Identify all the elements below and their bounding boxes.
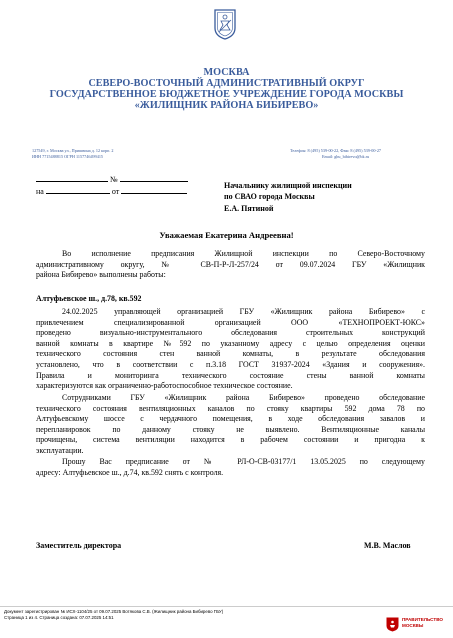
paragraph-line: прочищены, система вентиляции находится в рабочем состоянии и пригодна к	[36, 435, 425, 445]
moscow-government-logo-icon	[386, 617, 399, 632]
paragraph-line: перепланировок по данному стояку не выявлено. Вентиляционные каналы	[36, 424, 425, 434]
registration-number-sign: №	[110, 175, 118, 184]
header-phone-fax: Телефон: 8 (495) 539-00-22, Факс 8 (495) 539-00-27	[290, 148, 382, 153]
paragraph-line: проведено визуально-инструментального обследования строительных конструкций	[36, 328, 425, 338]
registration-reply-number-blank	[46, 185, 110, 194]
header-address: 127549, г. Москва ул., Пришвина д. 12 корп. 2	[32, 148, 114, 153]
paragraph-line: ванной комнаты в квартире №592 по указанному адресу с целью определения оценки	[36, 338, 425, 348]
paragraph-line: технического состояния стен ванной комнаты, в результате обследования	[36, 349, 425, 359]
object-address-text: Алтуфьевское ш., д.78, кв.592	[36, 294, 142, 303]
paragraph-line: адресу: Алтуфьевское ш., д.74, кв.592 снять с контроля.	[36, 467, 224, 477]
paragraph-line: характеризуются как ограниченно-работоспособное техническое состояние.	[36, 381, 293, 391]
paragraph-line: Во исполнение предписания Жилищной инспекции по Северо-Восточному	[62, 249, 425, 258]
signatory-name: М.В. Маслов	[364, 541, 411, 550]
registration-number-blank	[120, 173, 188, 182]
addressee	[224, 180, 352, 214]
footer-registration-line: Документ зарегистрирован № ИСХ-1104/25 от 09.07.2025 Вотякова С.В. (Жилищник района Бибирево ГБУ)	[4, 609, 224, 614]
moscow-government-label	[402, 617, 443, 629]
registration-reply-date-blank	[121, 185, 187, 194]
gov-label-line2: МОСКВЫ	[402, 623, 424, 628]
addressee-name: Е.А. Пятиной	[224, 203, 274, 213]
header-okrug: СЕВЕРО-ВОСТОЧНЫЙ АДМИНИСТРАТИВНЫЙ ОКРУГ	[88, 78, 365, 89]
greeting: Уважаемая Екатерина Андреевна!	[159, 230, 294, 240]
footer-divider	[0, 606, 453, 607]
header-inn-ogrn: ИНН 7715488815 ОГРН 1157746499415	[32, 154, 104, 159]
paragraph-line: Алтуфьевскому шоссе с чердачного помещения, в ходе обследования завалов и	[36, 414, 425, 424]
paragraph-inspection	[36, 307, 425, 392]
registration-reply-line	[36, 185, 187, 197]
header-organization-name: «ЖИЛИЩНИК РАЙОНА БИБИРЕВО»	[134, 100, 319, 111]
paragraph-line: 24.02.2025 управляющей организацией ГБУ «Жилищник района Бибирево» с	[62, 307, 425, 316]
header-city: МОСКВА	[203, 67, 250, 78]
registration-ot-label: от	[111, 187, 120, 196]
paragraph-ventilation	[36, 393, 425, 457]
paragraph-line: технического состояния вентиляционных каналов по стояку квартиры 592 дома 78 по	[36, 403, 425, 413]
registration-number-line	[36, 173, 188, 185]
registration-na-label: на	[36, 187, 44, 196]
addressee-region: по СВАО города Москвы	[224, 192, 315, 202]
paragraph-line: Сотрудниками ГБУ «Жилищник района Бибирево» проведено обследование	[62, 393, 425, 402]
footer-page-info: Страница 1 из 4. Страница создана: 07.07.2025 14:51	[4, 615, 114, 621]
paragraph-line: привлечением специализированной организацией ООО «ТЕХНОПРОЕКТ-ЮКС»	[36, 317, 425, 327]
paragraph-line: административному округу, № СВ-П-Р-Л-257/24 от 09.07.2024 ГБУ «Жилищник	[36, 259, 425, 269]
paragraph-line: Прошу Вас предписание от № РЛ-О-СВ-03177/1 13.05.2025 по следующему	[62, 457, 425, 466]
object-address	[36, 294, 425, 305]
paragraph-line: эксплуатации.	[36, 445, 84, 455]
header-email: Email: gbu_bibirevo@bk.ru	[322, 154, 370, 159]
paragraph-request	[36, 457, 425, 478]
footer-registration	[0, 609, 223, 622]
paragraph-line: Правила и мониторинга технического состояние стены ванной комнаты	[36, 370, 425, 380]
registration-date-blank	[36, 173, 108, 182]
header-institution: ГОСУДАРСТВЕННОЕ БЮДЖЕТНОЕ УЧРЕЖДЕНИЕ ГОРОДА МОСКВЫ	[49, 89, 404, 100]
paragraph-intro	[36, 249, 425, 281]
paragraph-line: района Бибирево» выполнены работы:	[36, 270, 166, 280]
signatory-position: Заместитель директора	[36, 541, 122, 550]
moscow-coat-of-arms-icon	[213, 8, 237, 40]
addressee-title: Начальнику жилищной инспекции	[224, 181, 352, 190]
paragraph-line: установлено, что в соответствии с п.3.18 ГОСТ 31937-2024 «Здания и сооружения».	[36, 359, 425, 369]
gov-label-line1: ПРАВИТЕЛЬСТВО	[402, 617, 443, 622]
